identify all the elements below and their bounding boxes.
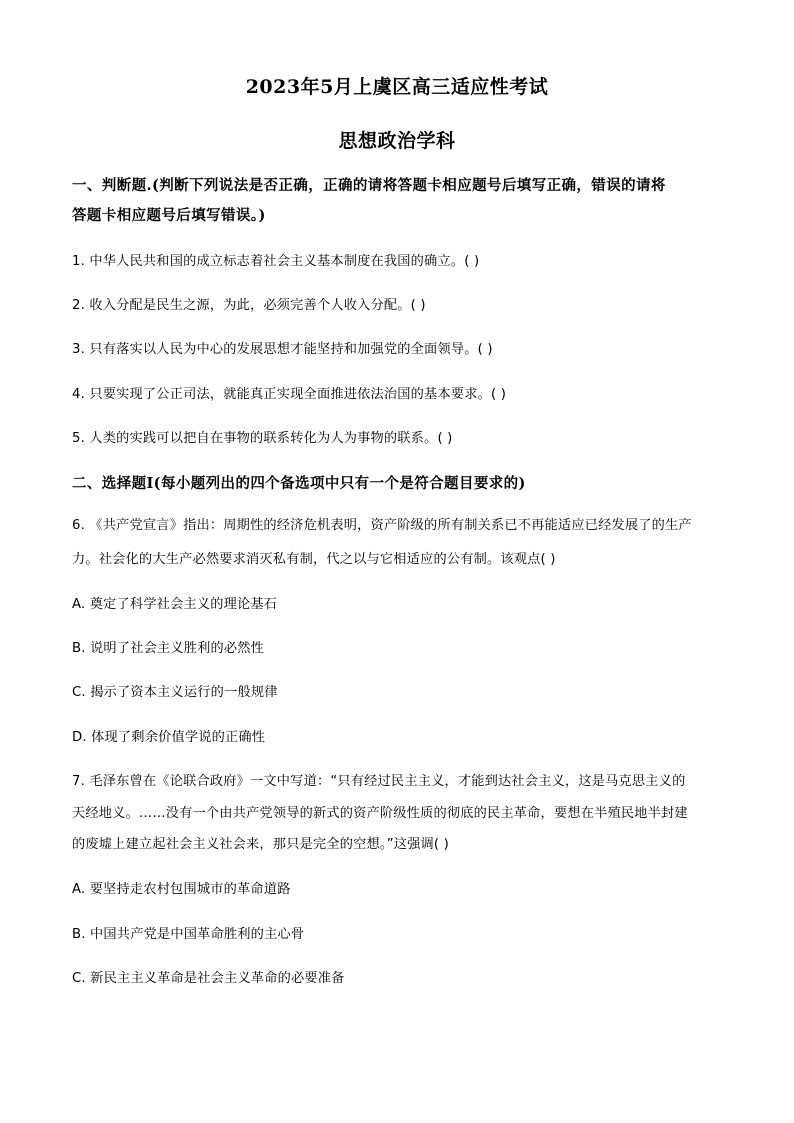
judgement-item-2: 2. 收入分配是民生之源，为此，必须完善个人收入分配。( ) [72,298,426,313]
section-1-heading-line-2: 答题卡相应题号后填写错误。) [72,207,266,224]
question-6-option-a: A. 奠定了科学社会主义的理论基石 [72,597,278,612]
judgement-item-1: 1. 中华人民共和国的成立标志着社会主义基本制度在我国的确立。( ) [72,254,480,269]
question-7-stem-line-2: 天经地义。……没有一个由共产党领导的新式的资产阶级性质的彻底的民主革命，要想在半殖民地半封建 [72,806,688,821]
judgement-item-3: 3. 只有落实以人民为中心的发展思想才能坚持和加强党的全面领导。( ) [72,342,493,357]
question-6-option-b: B. 说明了社会主义胜利的必然性 [72,641,265,656]
section-1-heading-line-1: 一、判断题.(判断下列说法是否正确，正确的请将答题卡相应题号后填写正确，错误的请将 [72,177,666,194]
judgement-item-4: 4. 只要实现了公正司法，就能真正实现全面推进依法治国的基本要求。( ) [72,387,507,402]
section-2-heading: 二、选择题Ⅰ(每小题列出的四个备选项中只有一个是符合题目要求的) [72,475,526,492]
question-6-stem-line-2: 力。社会化的大生产必然要求消灭私有制，代之以与它相适应的公有制。该观点( ) [72,552,556,567]
question-7-stem-line-1: 7. 毛泽东曾在《论联合政府》一文中写道：“只有经过民主主义，才能到达社会主义，这是马克思主义的 [72,774,686,789]
judgement-item-5: 5. 人类的实践可以把自在事物的联系转化为人为事物的联系。( ) [72,431,453,446]
question-7-option-b: B. 中国共产党是中国革命胜利的主心骨 [72,927,305,942]
exam-subject: 思想政治学科 [338,130,456,152]
question-6-option-c: C. 揭示了资本主义运行的一般规律 [72,685,278,700]
question-7-stem-line-3: 的废墟上建立起社会主义社会来，那只是完全的空想。”这强调( ) [72,837,449,852]
question-7-option-c: C. 新民主主义革命是社会主义革命的必要准备 [72,971,345,986]
question-6-option-d: D. 体现了剩余价值学说的正确性 [72,730,266,745]
section-1-heading [72,171,726,231]
question-7-option-a: A. 要坚持走农村包围城市的革命道路 [72,882,291,897]
question-6-stem-line-1: 6. 《共产党宣言》指出：周期性的经济危机表明，资产阶级的所有制关系已不再能适应已经发展了的生产 [72,518,692,533]
exam-title: 2023年5月上虞区高三适应性考试 [245,76,549,98]
